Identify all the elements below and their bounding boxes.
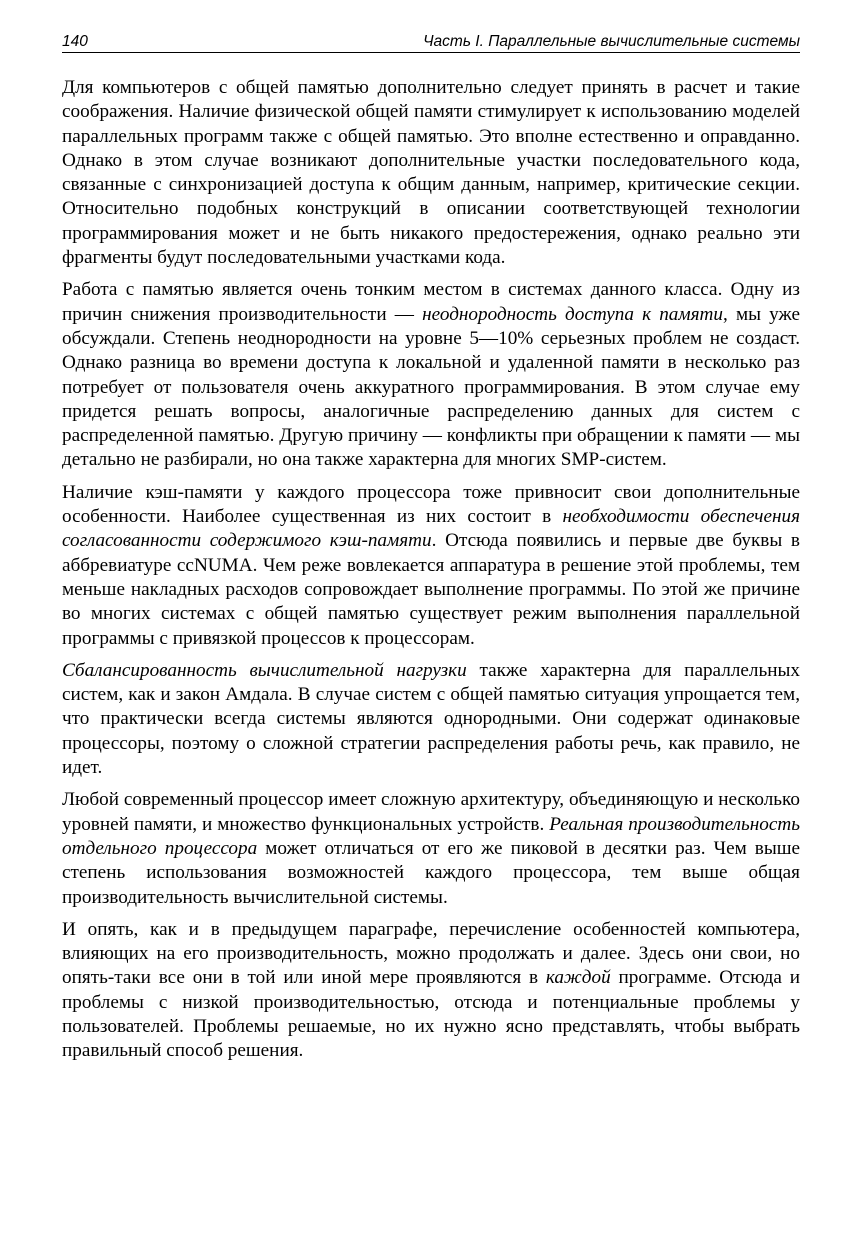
emphasis-term: каждой [545, 967, 611, 989]
paragraph-1 [62, 76, 800, 270]
paragraph-5 [62, 788, 800, 909]
paragraph-6 [62, 918, 800, 1064]
paragraph-text: может отличаться от его же пиковой в десятки раз. Чем выше степень использования возможностей каждого процессора, тем выше общая производительность вычислительной системы. [62, 837, 800, 908]
emphasis-term: неоднородность доступа к памяти [422, 303, 723, 325]
emphasis-term: Сбалансированность вычислительной нагрузки [62, 659, 467, 681]
paragraph-text: . Отсюда появились и первые две буквы в аббревиатуре ccNUMA. Чем реже вовлекается аппаратура в решение этой проблемы, тем меньше накладных расходов сопровождает выполнение программы. По этой же причине во многих системах с общей памятью существует режим выполнения параллельной программы с привязкой процессов к процессорам. [62, 530, 800, 649]
paragraph-3 [62, 481, 800, 651]
paragraph-text: И опять, как и в предыдущем параграфе, перечисление особенностей компьютера, влияющих на его производительность, можно продолжать и далее. Здесь они свои, но опять-таки все они в той или иной мере проявляются в [62, 918, 800, 989]
paragraph-text: Работа с памятью является очень тонким местом в системах данного класса. Одну из причин снижения производительности — [62, 279, 800, 325]
book-page [62, 30, 800, 1072]
paragraph-4 [62, 659, 800, 780]
emphasis-term: необходимости обеспечения согласованности содержимого кэш-памяти [62, 506, 800, 552]
paragraph-text: , мы уже обсуждали. Степень неоднородности на уровне 5—10% серьезных проблем не создаст. Однако разница во времени доступа к локальной и удаленной памяти в несколько раз потребует от пользователя очень аккуратного программирования. В этом случае ему придется решать вопросы, аналогичные распределению данных для систем с распределенной памятью. Другую причину — конфликты при обращении к памяти — мы детально не разбирали, но она также характерна для многих SMP-систем. [62, 303, 800, 471]
paragraph-2 [62, 278, 800, 472]
paragraph-text: программе. Отсюда и проблемы с низкой производительностью, отсюда и потенциальные проблемы у пользователей. Проблемы решаемые, но их нужно ясно представлять, чтобы выбрать правильный способ решения. [62, 967, 800, 1062]
page-header [62, 30, 800, 53]
paragraph-text: также характерна для параллельных систем, как и закон Амдала. В случае систем с общей памятью ситуация упрощается тем, что практически всегда системы являются однородными. Они содержат одинаковые процессоры, поэтому о сложной стратегии распределения работы речь, как правило, не идет. [62, 659, 800, 779]
running-title: Часть I. Параллельные вычислительные системы [423, 33, 800, 50]
paragraph-text: Наличие кэш-памяти у каждого процессора тоже привносит свои дополнительные особенности. Наиболее существенная из них состоит в [62, 481, 800, 528]
page-number: 140 [62, 33, 88, 50]
emphasis-term: Реальная производительность отдельного процессора [62, 813, 800, 859]
paragraph-text: Любой современный процессор имеет сложную архитектуру, объединяющую и несколько уровней памяти, и множество функциональных устройств. [62, 789, 800, 835]
paragraph-text: Для компьютеров с общей памятью дополнительно следует принять в расчет и такие соображения. Наличие физической общей памяти стимулирует к использованию моделей параллельных программ также с общей памятью. Это вполне естественно и оправданно. Однако в этом случае возникают дополнительные участки последовательного кода, связанные с синхронизацией доступа к общим данным, например, критические секции. Относительно подобных конструкций в описании соответствующей технологии программирования может и не быть никакого предостережения, однако реально эти фрагменты будут последовательными участками кода. [62, 77, 800, 269]
page-body [62, 76, 800, 1064]
